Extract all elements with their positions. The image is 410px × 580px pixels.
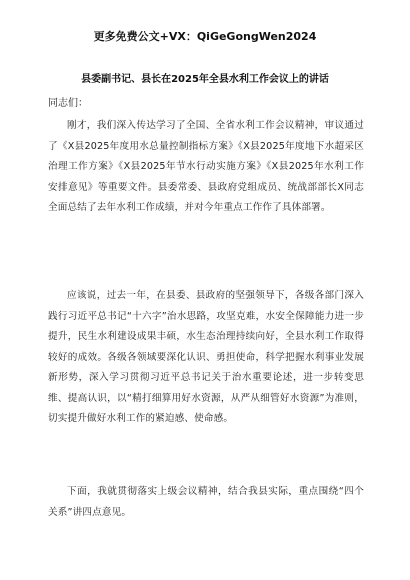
speech-title: 县委副书记、县长在2025年全县水利工作会议上的讲话	[81, 74, 329, 85]
salutation: 同志们：	[48, 98, 88, 109]
paragraph-2: 应该说，过去一年，在县委、县政府的坚强领导下，各级各部门深入践行习近平总书记“十六字”治水思路，攻坚克难，水安全保障能力进一步提升，民生水利建设成果丰硕，水生态治理持续向好，全县水利工作取得较好的成效。各级各领域要深化认识、勇担使命，科学把握水利事业发展新形势，深入学习贯彻习近平总书记关于治水重要论述，进一步转变思维、提高认识，以“精打细算用好水资源，从严从细管好水资源”为准则，切实提升做好水利工作的紧迫感、使命感。	[48, 290, 364, 424]
promo-header: 更多免费公文+VX：QiGeGongWen2024	[93, 30, 317, 43]
paragraph-1: 刚才，我们深入传达学习了全国、全省水利工作会议精神，审议通过了《X县2025年度用水总量控制指标方案》《X县2025年度地下水超采区治理工作方案》《X县2025年节水行动实施方案》《X县2025年水利工作安排意见》等重要文件。县委常委、县政府党组成员、统战部部长X同志全面总结了去年水利工作成绩，并对今年重点工作作了具体部署。	[48, 120, 364, 213]
paragraph-3: 下面，我就贯彻落实上级会议精神，结合我县实际，重点围绕“四个关系”讲四点意见。	[48, 486, 364, 518]
